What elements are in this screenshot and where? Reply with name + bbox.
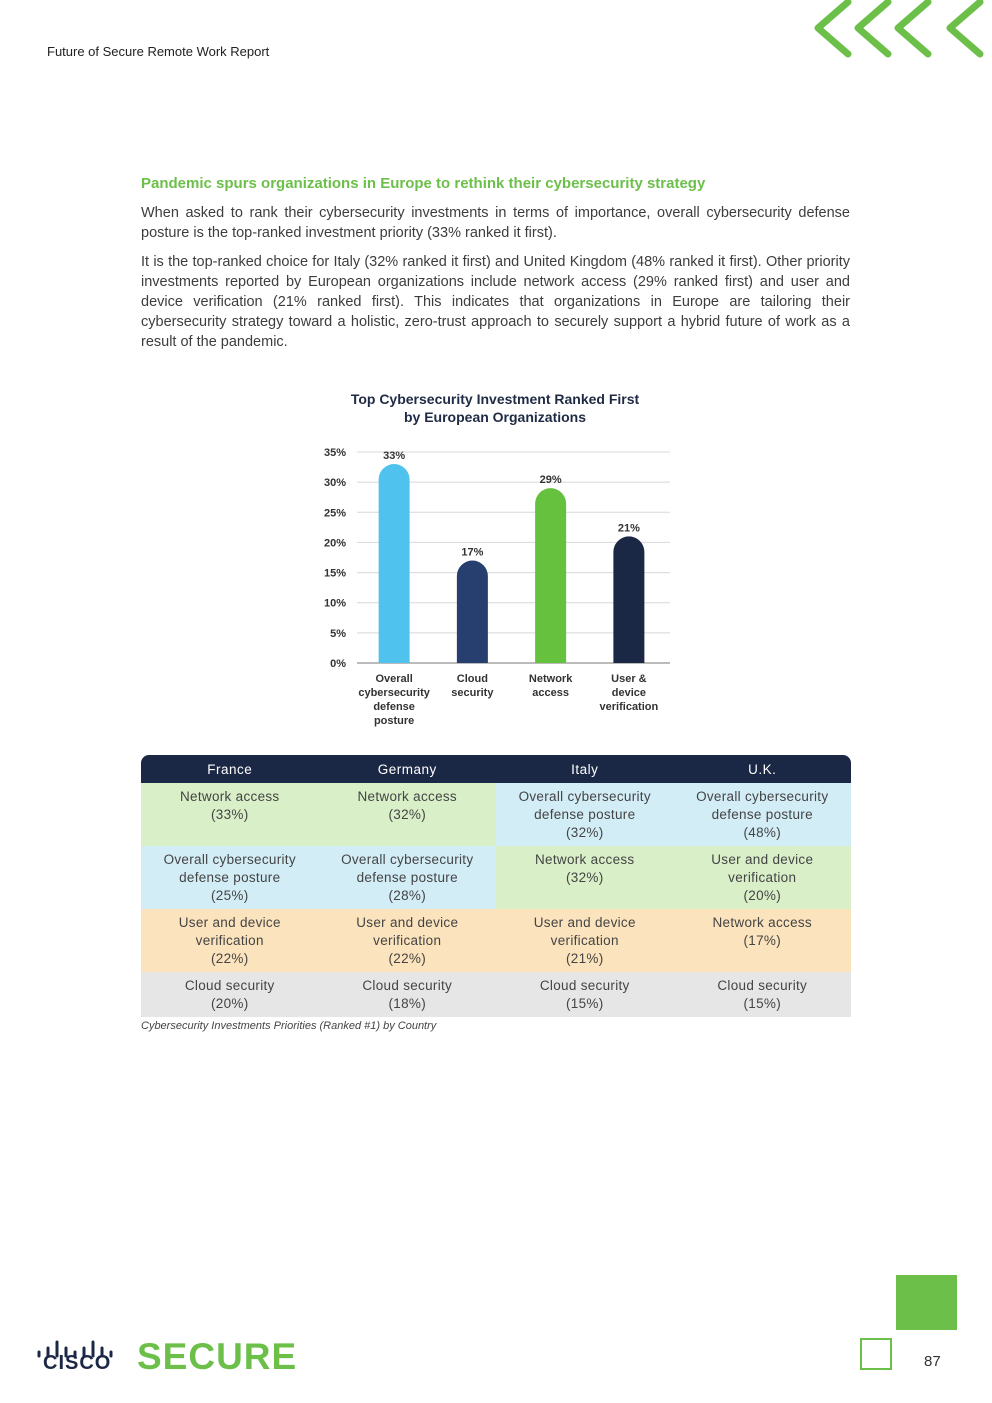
cell-line: verification	[195, 933, 264, 948]
table-cell	[496, 972, 674, 1017]
cell-line: Overall cybersecurity	[518, 789, 651, 804]
table-row	[141, 846, 851, 909]
column-header: U.K.	[674, 755, 852, 783]
x-tick-label: defense	[373, 701, 415, 713]
data-label: 21%	[617, 522, 640, 535]
cell-line: (32%)	[565, 870, 604, 885]
cell-line: (32%)	[565, 825, 604, 840]
table-row	[141, 783, 851, 846]
cell-line: (48%)	[743, 825, 781, 840]
table-cell	[674, 972, 852, 1017]
cell-line: Network access	[712, 915, 812, 930]
decorative-green-square	[896, 1275, 957, 1330]
y-tick-label: 25%	[323, 507, 346, 520]
bar	[535, 488, 566, 663]
country-priorities-table	[141, 755, 851, 1017]
cell-line: verification	[373, 933, 442, 948]
cell-line: (20%)	[743, 888, 781, 903]
table-row	[141, 972, 851, 1017]
y-tick-label: 20%	[323, 537, 346, 550]
x-tick-label: Cloud	[456, 673, 488, 685]
table-body	[141, 783, 851, 1017]
cell-line: Overall cybersecurity	[163, 852, 296, 867]
cell-line: (17%)	[743, 933, 781, 948]
cell-line: defense posture	[179, 870, 281, 885]
cell-line: (21%)	[565, 951, 604, 966]
table-cell	[496, 783, 674, 846]
cell-line: (22%)	[210, 951, 249, 966]
column-header: France	[141, 755, 319, 783]
cell-line: (28%)	[388, 888, 426, 903]
page-number: 87	[924, 1353, 941, 1370]
cisco-wordmark: CISCO	[43, 1352, 112, 1374]
chart-title-line2: by European Organizations	[403, 409, 587, 425]
cell-line: Cloud security	[539, 978, 630, 993]
table-cell	[319, 909, 497, 972]
table-cell	[141, 783, 319, 846]
cell-line: verification	[550, 933, 619, 948]
cell-line: (22%)	[388, 951, 426, 966]
x-tick-label: cybersecurity	[358, 687, 430, 699]
table-cell	[674, 909, 852, 972]
x-tick-label: security	[451, 687, 494, 699]
cell-line: User and device	[711, 852, 814, 867]
cell-line: (33%)	[210, 807, 249, 822]
cell-line: Overall cybersecurity	[696, 789, 829, 804]
cell-line: defense posture	[356, 870, 458, 885]
cell-line: defense posture	[534, 807, 636, 822]
report-header-title: Future of Secure Remote Work Report	[47, 44, 270, 59]
table-cell	[319, 846, 497, 909]
investment-bar-chart	[300, 385, 700, 735]
y-tick-label: 0%	[330, 658, 346, 670]
table-cell	[319, 972, 497, 1017]
y-tick-label: 5%	[330, 627, 346, 640]
x-tick-label: Network	[528, 673, 573, 685]
cell-line: (15%)	[743, 996, 781, 1011]
bar	[613, 536, 644, 663]
table-cell	[141, 972, 319, 1017]
cell-line: User and device	[178, 915, 281, 930]
cell-line: (18%)	[388, 996, 426, 1011]
table-header-row	[141, 755, 851, 783]
cell-line: Cloud security	[184, 978, 275, 993]
data-label: 33%	[383, 450, 406, 463]
cell-line: (32%)	[388, 807, 426, 822]
data-label: 29%	[539, 474, 562, 487]
table-cell	[319, 783, 497, 846]
cell-line: User and device	[356, 915, 459, 930]
x-tick-label: Overall	[375, 673, 413, 685]
x-tick-label: verification	[599, 701, 659, 713]
data-label: 17%	[461, 546, 484, 559]
chevrons-decoration-icon	[808, 0, 992, 62]
cell-line: verification	[728, 870, 797, 885]
cell-line: (20%)	[210, 996, 249, 1011]
table-caption: Cybersecurity Investments Priorities (Ranked #1) by Country	[141, 1020, 437, 1032]
table-cell	[496, 846, 674, 909]
chart-title-line1: Top Cybersecurity Investment Ranked First	[350, 391, 640, 407]
cell-line: (15%)	[565, 996, 604, 1011]
y-tick-label: 10%	[323, 597, 346, 610]
column-header: Italy	[496, 755, 674, 783]
x-tick-label: User &	[611, 673, 647, 685]
x-tick-label: posture	[373, 715, 415, 727]
table-cell	[141, 909, 319, 972]
x-tick-label: access	[532, 687, 569, 699]
cell-line: Network access	[535, 852, 635, 867]
cell-line: Cloud security	[362, 978, 453, 993]
x-tick-label: device	[611, 687, 646, 699]
cell-line: Overall cybersecurity	[341, 852, 474, 867]
column-header: Germany	[319, 755, 497, 783]
table-cell	[141, 846, 319, 909]
table-cell	[674, 846, 852, 909]
cell-line: Network access	[357, 789, 457, 804]
detail-paragraph: It is the top-ranked choice for Italy (32% ranked it first) and United Kingdom (48% ranked it first). Other priority investments reported by European organizations include network access (29% ranked first) and user and device verification (21% ranked first). This indicates that organizations in Europe are tailoring their cybersecurity strategy toward a holistic, zero-trust approach to securely support a hybrid future of work as a result of the pandemic.	[141, 254, 850, 350]
bar	[457, 561, 488, 663]
cell-line: defense posture	[711, 807, 813, 822]
table-row	[141, 909, 851, 972]
cell-line: Cloud security	[717, 978, 808, 993]
y-tick-label: 35%	[323, 447, 346, 459]
decorative-outline-square	[860, 1338, 892, 1370]
table-cell	[674, 783, 852, 846]
section-title: Pandemic spurs organizations in Europe to rethink their cybersecurity strategy	[141, 175, 706, 192]
secure-wordmark: SECURE	[137, 1336, 298, 1377]
y-tick-label: 15%	[323, 567, 346, 580]
bar	[379, 464, 410, 663]
y-tick-label: 30%	[323, 477, 346, 490]
cell-line: Network access	[180, 789, 280, 804]
cell-line: (25%)	[210, 888, 249, 903]
intro-paragraph: When asked to rank their cybersecurity investments in terms of importance, overall cybersecurity defense posture is the top-ranked investment priority (33% ranked it first).	[141, 205, 850, 241]
cell-line: User and device	[533, 915, 636, 930]
table-cell	[496, 909, 674, 972]
